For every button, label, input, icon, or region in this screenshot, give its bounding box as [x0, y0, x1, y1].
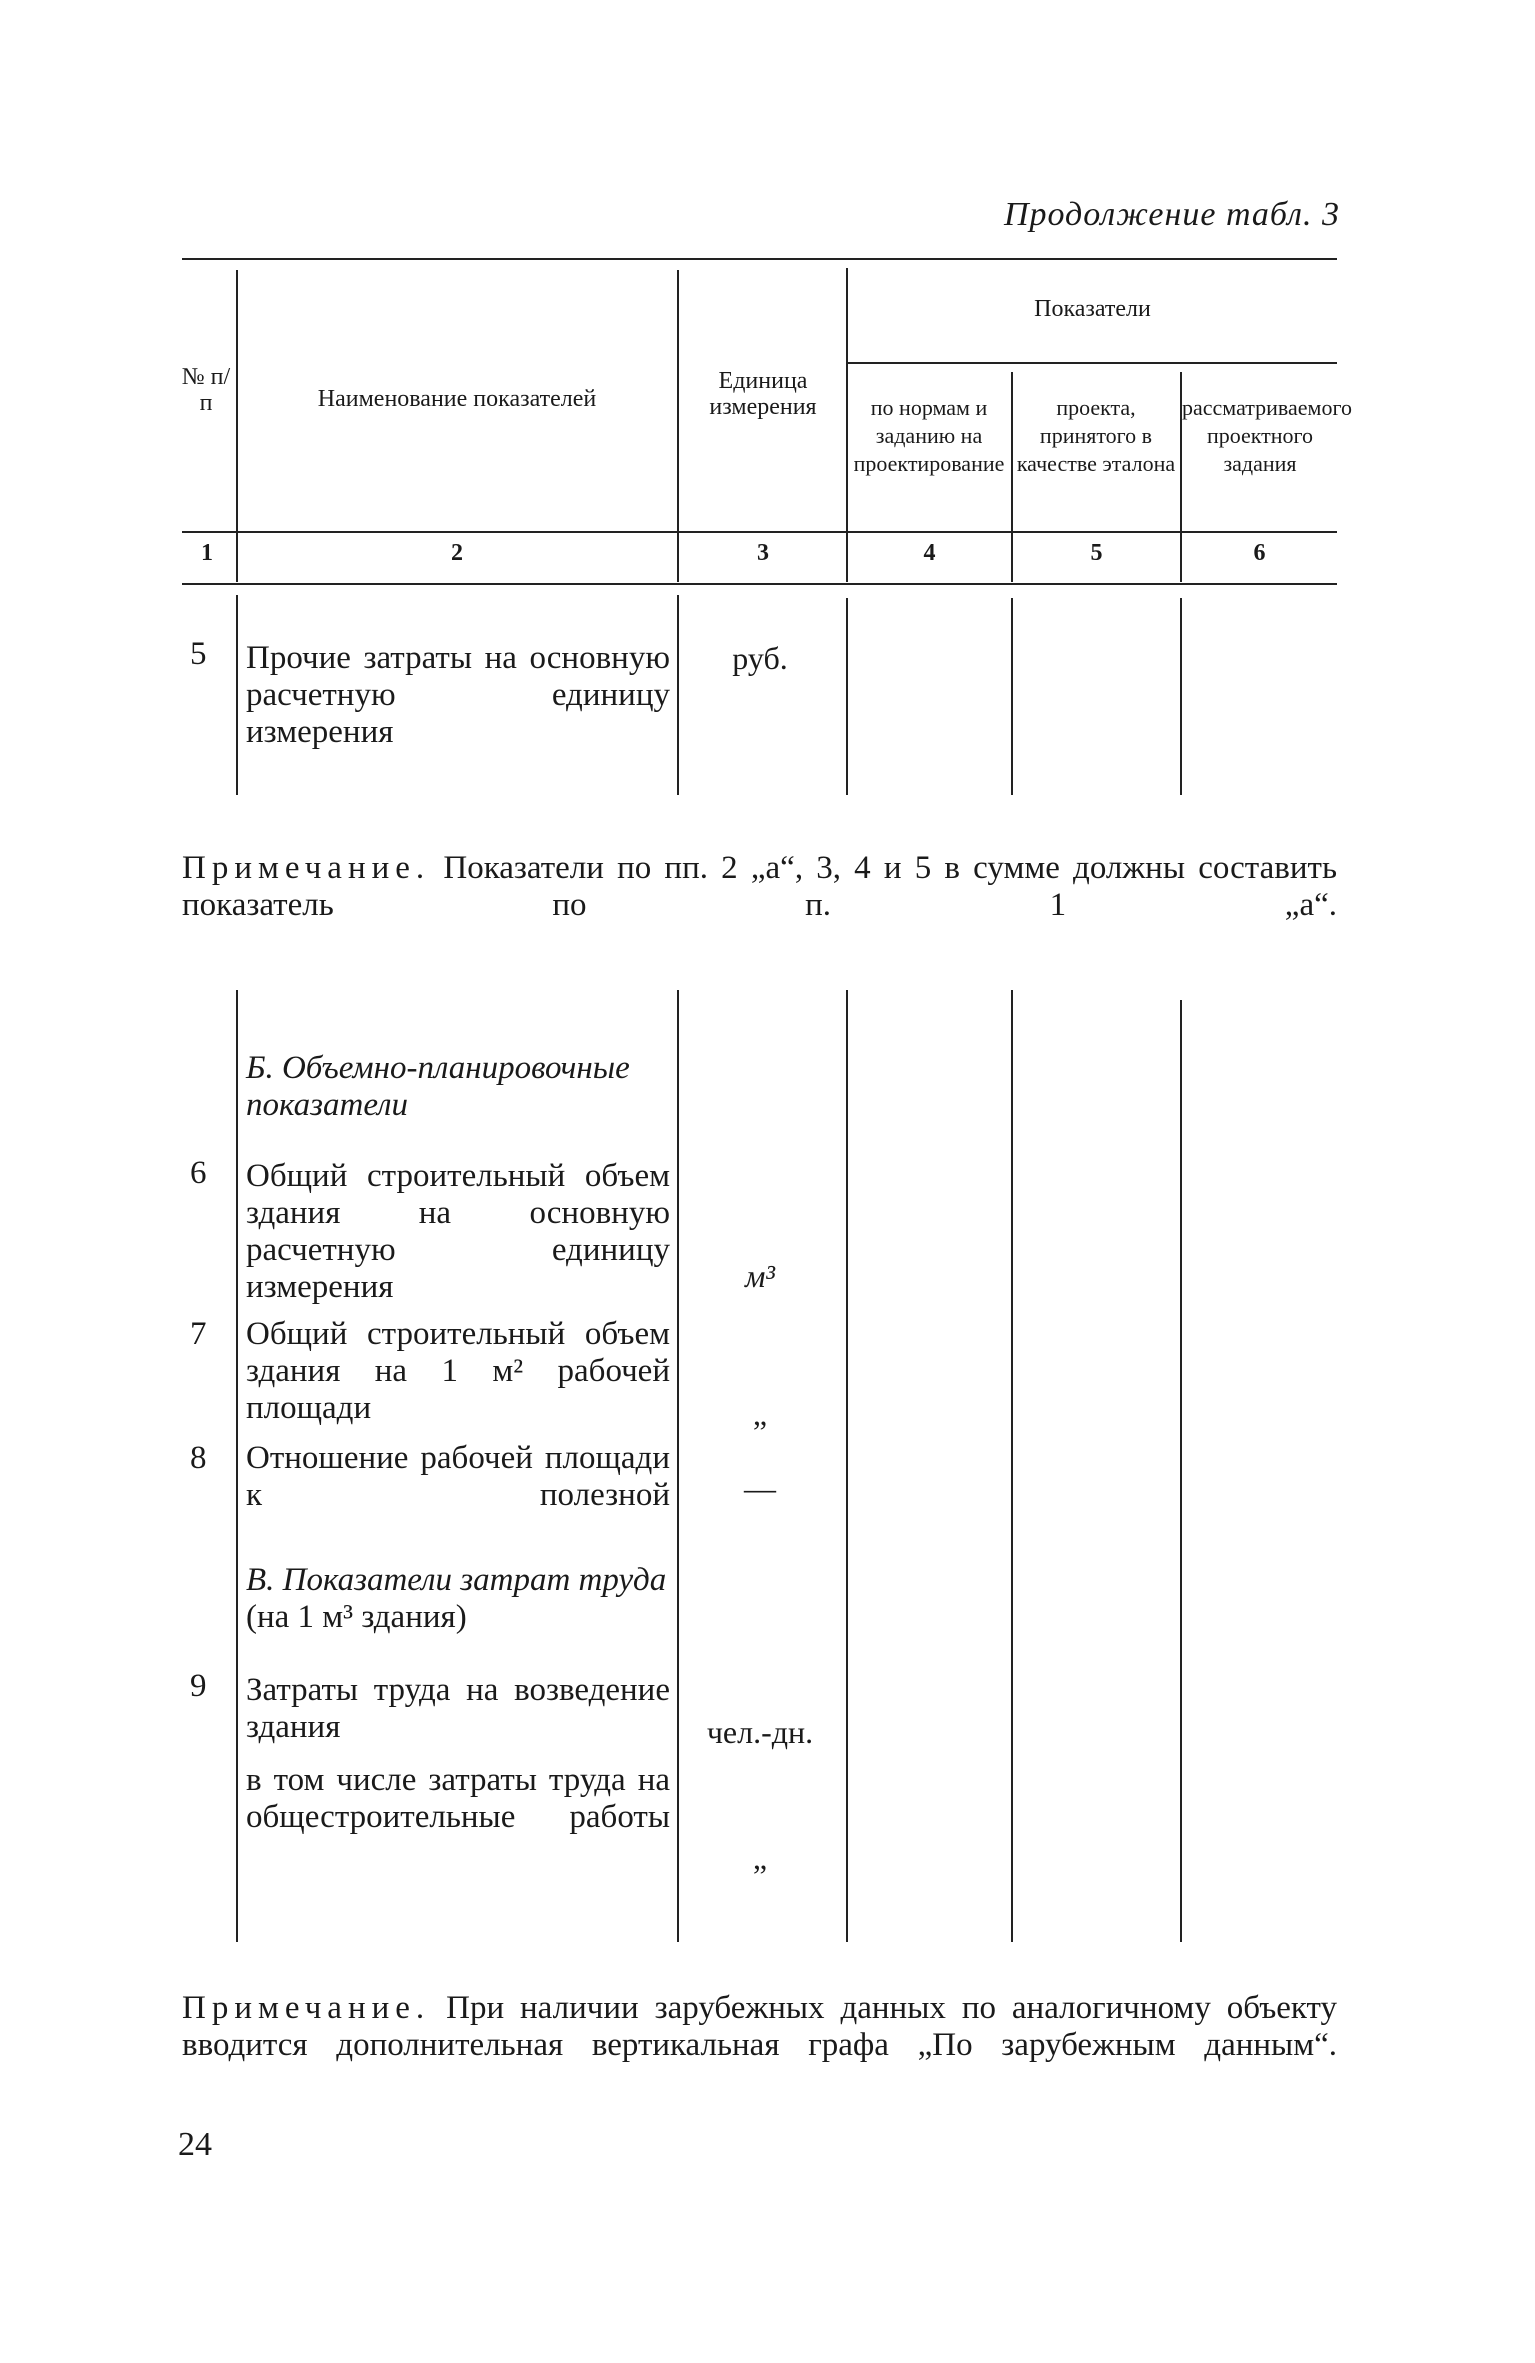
- col-number-5: 5: [1090, 540, 1103, 566]
- part1-divider-4: [1011, 598, 1013, 795]
- part1-divider-5: [1180, 598, 1182, 795]
- table-row-7-num: 7: [190, 1316, 207, 1352]
- continuation-title: Продолжение табл. 3: [1003, 196, 1340, 233]
- table-row-6-num: 6: [190, 1155, 207, 1191]
- col-number-2: 2: [451, 540, 463, 566]
- section-b-heading: Б. Объемно-планировочные показатели: [246, 1050, 630, 1123]
- group-header: Показатели: [1034, 296, 1151, 322]
- col-number-1: 1: [201, 540, 213, 566]
- page-number: 24: [178, 2126, 212, 2163]
- part1-divider-1: [236, 595, 238, 795]
- table-row-9a-unit: „: [752, 1840, 768, 1876]
- section-v-heading-rest: (на 1 м³ здания): [246, 1599, 467, 1635]
- table-row-8-num: 8: [190, 1440, 207, 1476]
- section-v-heading-italic: В. Показатели затрат труда: [246, 1562, 667, 1598]
- note-2-text: При наличии зарубежных данных по аналогичному объекту вводится дополнительная вертикальная графа „По зарубежным данным“.: [182, 1990, 1338, 2063]
- header-divider-1: [236, 270, 238, 582]
- table-row-5-name: Прочие затраты на основную расчетную единицу измерения: [246, 640, 670, 750]
- section-v-heading: [246, 1562, 676, 1636]
- part2-divider-4: [1011, 990, 1013, 1942]
- part2-divider-2: [677, 990, 679, 1942]
- table-row-7-name: Общий строительный объем здания на 1 м² рабочей площади: [246, 1316, 670, 1426]
- col-unit-header: Единица измерения: [709, 368, 817, 420]
- table-row-9-num: 9: [190, 1668, 207, 1704]
- col-number-3: 3: [757, 540, 769, 566]
- group-rule: [846, 362, 1337, 364]
- col-project-header: рассматриваемого проектного задания: [1182, 395, 1352, 476]
- colnum-bottom-rule: [182, 583, 1337, 585]
- table-row-9a-name: в том числе затраты труда на общестроительные работы: [246, 1762, 670, 1835]
- header-bottom-rule: [182, 531, 1337, 533]
- note-1: [182, 850, 1337, 924]
- part1-divider-2: [677, 595, 679, 795]
- table-row-8-unit: —: [744, 1470, 776, 1506]
- table-row-6-name: Общий строительный объем здания на основную расчетную единицу измерения: [246, 1158, 670, 1305]
- table-row-5-unit: руб.: [732, 640, 788, 676]
- table-row-7-unit: „: [752, 1396, 768, 1432]
- part1-divider-3: [846, 598, 848, 795]
- note-1-text: Показатели по пп. 2 „а“, 3, 4 и 5 в сумме должны составить показатель по п. 1 „а“.: [182, 850, 1337, 923]
- header-top-rule: [182, 258, 1337, 260]
- table-row-5-num: 5: [190, 636, 207, 672]
- note-1-label: Примечание.: [182, 850, 431, 886]
- part2-divider-5: [1180, 1000, 1182, 1942]
- part2-divider-1: [236, 990, 238, 1942]
- table-row-9-name: Затраты труда на возведение здания: [246, 1672, 670, 1745]
- col-number-4: 4: [923, 540, 936, 566]
- col-norms-header: по нормам и заданию на проектирование: [853, 395, 1005, 476]
- col-num-header: № п/п: [181, 364, 231, 416]
- col-number-6: 6: [1253, 540, 1266, 566]
- col-etalon-header: проекта, принятого в качестве эталона: [1016, 395, 1176, 476]
- table-row-8-name: Отношение рабочей площади к полезной: [246, 1440, 670, 1513]
- table-row-9-unit: чел.-дн.: [706, 1714, 814, 1750]
- header-divider-2: [677, 270, 679, 582]
- table-row-6-unit: м³: [744, 1258, 775, 1294]
- note-2-label: Примечание.: [182, 1990, 431, 2026]
- col-name-header: Наименование показателей: [317, 386, 597, 412]
- part2-divider-3: [846, 990, 848, 1942]
- note-2: [182, 1990, 1337, 2064]
